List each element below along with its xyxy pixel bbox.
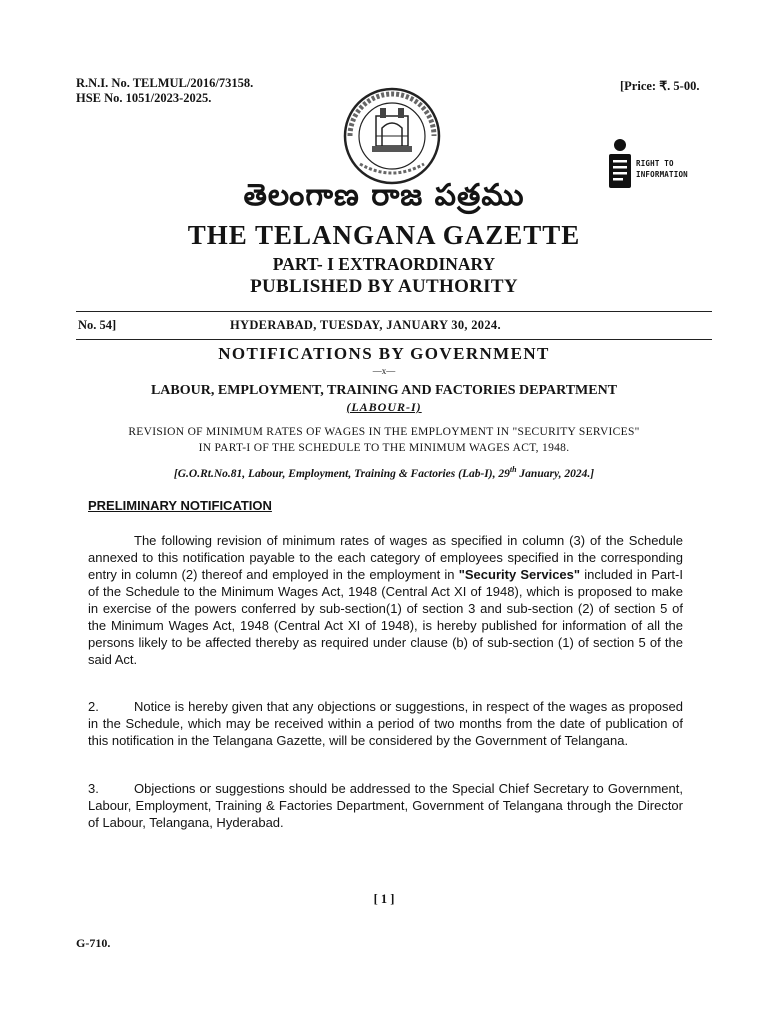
rti-label-line1: RIGHT TO [636,159,674,168]
paragraph-2-number: 2. [88,699,99,714]
paragraph-1-text-b: included in Part-I of the Schedule to the Minimum Wages Act, 1948 (Central Act XI of 1948), which is proposed to make in exercise of the powers conferred by sub-section(1) of section 3 and sub-section (2) of section 5 of the Minimum Wages Act, 1948 (Central Act XI of 1948), is hereby published for information of all the persons likely to be affected thereby as required under clause (b) of sub-section (1) of section 5 of the said Act. [88,567,683,667]
registration-block [76,76,253,106]
subject-line-1: REVISION OF MINIMUM RATES OF WAGES IN THE EMPLOYMENT IN "SECURITY SERVICES" [128,426,640,438]
separator: —x— [372,366,396,376]
bottom-rule [76,339,712,340]
paragraph-2-text: Notice is hereby given that any objections or suggestions, in respect of the wages as proposed in the Schedule, which may be received within a period of two months from the date of publication of this notification in the Telangana Gazette, will be considered by the Government of Telangana. [88,699,683,748]
paragraph-3-number: 3. [88,781,99,796]
paragraph-1 [88,532,683,668]
hse-number: HSE No. 1051/2023-2025. [76,91,212,105]
go-reference [0,465,768,480]
rti-label [636,158,688,180]
issue-date: HYDERABAD, TUESDAY, JANUARY 30, 2024. [230,318,501,332]
go-reference-sup: th [509,465,517,474]
notifications-heading: NOTIFICATIONS BY GOVERNMENT [218,344,550,363]
part-label: PART- I EXTRAORDINARY [272,254,496,274]
telugu-title: తెలంగాణ రాజ పత్రము [243,178,525,213]
notification-subject [0,424,768,456]
gazette-code: G-710. [76,936,111,950]
top-rule [76,311,712,312]
go-reference-main: [G.O.Rt.No.81, Labour, Employment, Training & Factories (Lab-I), 29 [173,467,510,480]
department-heading: LABOUR, EMPLOYMENT, TRAINING AND FACTORIES DEPARTMENT [150,383,618,398]
paragraph-2 [88,698,683,749]
paragraph-3-text: Objections or suggestions should be addressed to the Special Chief Secretary to Government, Labour, Employment, Training & Factories Department, Government of Telangana through the Director of Labour, Telangana, Hyderabad. [88,781,683,830]
page-number: [ 1 ] [373,892,395,906]
section-label: (LABOUR-I) [346,400,422,414]
go-reference-end: January, 2024.] [516,467,595,480]
published-label: PUBLISHED BY AUTHORITY [250,276,518,297]
subject-line-2: IN PART-I OF THE SCHEDULE TO THE MINIMUM WAGES ACT, 1948. [198,442,570,454]
preliminary-heading: PRELIMINARY NOTIFICATION [88,498,272,513]
price-label: [Price: ₹. 5-00. [620,79,700,93]
paragraph-1-text-a: The following revision of minimum rates of wages as specified in column (3) of the Schedule annexed to this notification payable to the each category of employees specified in the corresponding entry in column (2) thereof and employed in the employment in [88,533,683,582]
rni-number: R.N.I. No. TELMUL/2016/73158. [76,76,254,90]
issue-number: No. 54] [78,318,117,332]
paragraph-3 [88,780,683,831]
rti-label-line2: INFORMATION [636,170,688,179]
government-seal-icon [338,86,446,186]
paragraph-1-bold: "Security Services" [458,567,581,582]
gazette-title: THE TELANGANA GAZETTE [187,220,581,250]
